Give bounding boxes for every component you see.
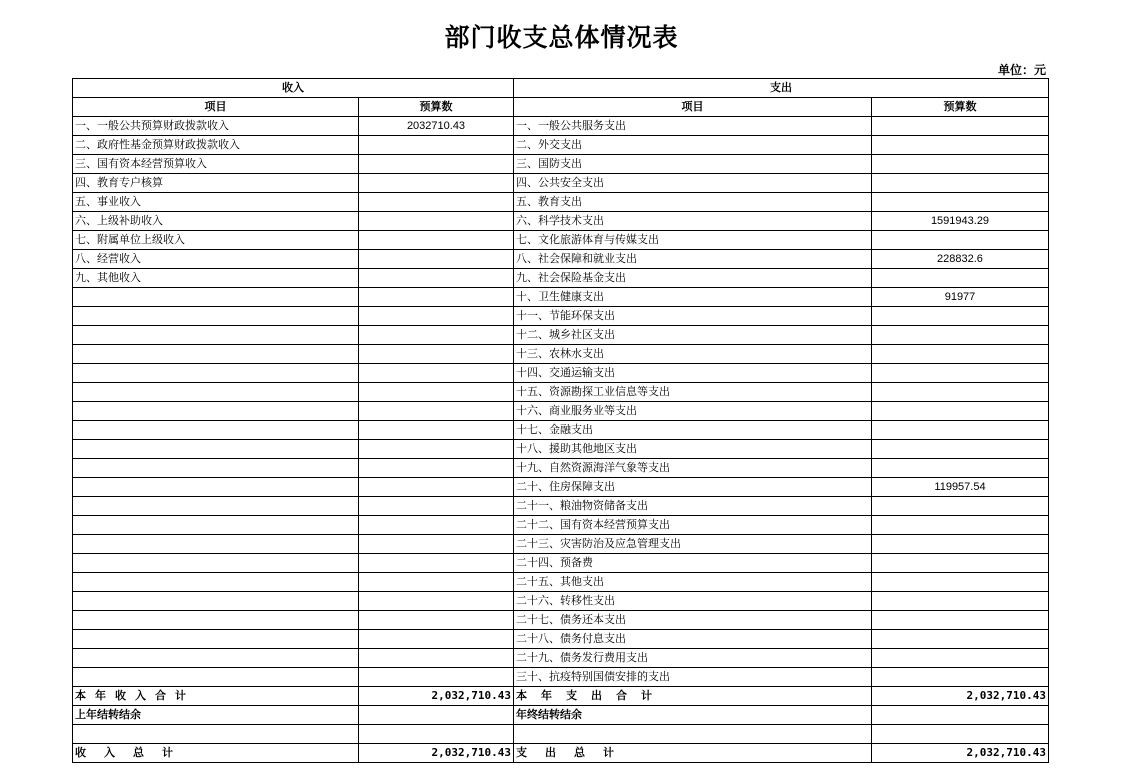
table-row: [73, 459, 1049, 478]
expense-item-cell: 二十六、转移性支出: [514, 592, 872, 611]
table-row: [73, 326, 1049, 345]
expense-item-cell: 二十一、粮油物资储备支出: [514, 497, 872, 516]
expense-amount-cell: [872, 554, 1049, 573]
income-amount-cell: [359, 668, 514, 687]
expense-item-cell: 十二、城乡社区支出: [514, 326, 872, 345]
table-row: [73, 421, 1049, 440]
year-income-amount: 2,032,710.43: [359, 687, 514, 706]
income-item-cell: 五、事业收入: [73, 193, 359, 212]
table-row: [73, 307, 1049, 326]
income-amount-cell: [359, 478, 514, 497]
expense-item-cell: 七、文化旅游体育与传媒支出: [514, 231, 872, 250]
expense-item-cell: 八、社会保障和就业支出: [514, 250, 872, 269]
income-amount-cell: [359, 516, 514, 535]
year-expense-amount: 2,032,710.43: [872, 687, 1049, 706]
table-row: [73, 155, 1049, 174]
income-amount-cell: [359, 630, 514, 649]
table-row: [73, 269, 1049, 288]
expense-item-cell: 六、科学技术支出: [514, 212, 872, 231]
expense-item-cell: 三十、抗疫特别国债安排的支出: [514, 668, 872, 687]
expense-amount-cell: 1591943.29: [872, 212, 1049, 231]
income-amount-cell: [359, 649, 514, 668]
table-row: [73, 611, 1049, 630]
expense-item-cell: 十三、农林水支出: [514, 345, 872, 364]
income-item-cell: 三、国有资本经营预算收入: [73, 155, 359, 174]
table-row: [73, 440, 1049, 459]
income-amount-cell: [359, 269, 514, 288]
income-item-cell: [73, 459, 359, 478]
expense-item-cell: 二十四、预备费: [514, 554, 872, 573]
table-row: [73, 478, 1049, 497]
expense-amount-cell: [872, 174, 1049, 193]
expense-amount-cell: 91977: [872, 288, 1049, 307]
table-row: [73, 497, 1049, 516]
table-row: [73, 516, 1049, 535]
income-item-cell: [73, 383, 359, 402]
expense-item-cell: 二、外交支出: [514, 136, 872, 155]
income-item-cell: 七、附属单位上级收入: [73, 231, 359, 250]
expense-amount-cell: [872, 269, 1049, 288]
expense-amount-cell: 119957.54: [872, 478, 1049, 497]
income-amount-cell: [359, 573, 514, 592]
income-amount-cell: [359, 611, 514, 630]
total-income-amount: 2,032,710.43: [359, 744, 514, 763]
year-end-amount: [872, 706, 1049, 725]
income-amount-cell: [359, 535, 514, 554]
expense-item-cell: 十四、交通运输支出: [514, 364, 872, 383]
income-item-cell: [73, 573, 359, 592]
expense-amount-cell: [872, 326, 1049, 345]
expense-amount-cell: [872, 497, 1049, 516]
income-item-cell: 八、经营收入: [73, 250, 359, 269]
income-amount-cell: [359, 383, 514, 402]
table-row: [73, 364, 1049, 383]
year-income-label: 本年收入合计: [73, 687, 359, 706]
carryover-row: [73, 706, 1049, 725]
expense-item-cell: 十八、援助其他地区支出: [514, 440, 872, 459]
expense-amount-cell: [872, 383, 1049, 402]
expense-item-cell: 二十七、债务还本支出: [514, 611, 872, 630]
expense-item-cell: 五、教育支出: [514, 193, 872, 212]
income-amount-cell: [359, 497, 514, 516]
expense-item-cell: 二十九、债务发行费用支出: [514, 649, 872, 668]
income-item-cell: [73, 307, 359, 326]
income-amount-cell: [359, 174, 514, 193]
table-body: [73, 117, 1049, 687]
income-item-cell: [73, 630, 359, 649]
income-item-cell: [73, 345, 359, 364]
expense-amount-cell: 228832.6: [872, 250, 1049, 269]
income-item-cell: [73, 497, 359, 516]
income-amount-cell: [359, 592, 514, 611]
income-amount-cell: [359, 326, 514, 345]
budget-table: [72, 78, 1049, 763]
income-item-cell: [73, 611, 359, 630]
table-row: [73, 383, 1049, 402]
income-section-header: 收入: [73, 79, 514, 98]
expense-amount-cell: [872, 307, 1049, 326]
expense-item-cell: 十六、商业服务业等支出: [514, 402, 872, 421]
table-row: [73, 573, 1049, 592]
income-amount-cell: [359, 250, 514, 269]
table-row: [73, 117, 1049, 136]
expense-amount-cell: [872, 364, 1049, 383]
expense-amount-cell: [872, 117, 1049, 136]
expense-item-cell: 三、国防支出: [514, 155, 872, 174]
income-item-cell: 一、一般公共预算财政拨款收入: [73, 117, 359, 136]
table-row: [73, 649, 1049, 668]
blank-row: [73, 725, 1049, 744]
income-item-cell: [73, 668, 359, 687]
carryover-amount: [359, 706, 514, 725]
expense-section-header: 支出: [514, 79, 1049, 98]
expense-amount-cell: [872, 440, 1049, 459]
income-item-cell: [73, 402, 359, 421]
section-header-row: [73, 79, 1049, 98]
expense-amount-cell: [872, 668, 1049, 687]
expense-amount-cell: [872, 611, 1049, 630]
table-row: [73, 136, 1049, 155]
expense-amount-cell: [872, 231, 1049, 250]
expense-amount-cell: [872, 155, 1049, 174]
income-item-cell: [73, 421, 359, 440]
income-item-cell: [73, 516, 359, 535]
expense-item-cell: 十七、金融支出: [514, 421, 872, 440]
income-item-cell: 六、上级补助收入: [73, 212, 359, 231]
expense-amount-cell: [872, 592, 1049, 611]
income-amount-cell: [359, 288, 514, 307]
year-total-row: [73, 687, 1049, 706]
table-row: [73, 554, 1049, 573]
table-row: [73, 212, 1049, 231]
table-row: [73, 402, 1049, 421]
table-row: [73, 592, 1049, 611]
table-row: [73, 250, 1049, 269]
expense-item-cell: 十一、节能环保支出: [514, 307, 872, 326]
expense-item-cell: 一、一般公共服务支出: [514, 117, 872, 136]
income-amount-cell: [359, 136, 514, 155]
expense-amount-cell: [872, 136, 1049, 155]
table-row: [73, 535, 1049, 554]
expense-budget-header: 预算数: [872, 98, 1049, 117]
income-item-cell: 二、政府性基金预算财政拨款收入: [73, 136, 359, 155]
unit-label: 单位：元: [997, 63, 1046, 77]
carryover-label: 上年结转结余: [73, 706, 359, 725]
expense-amount-cell: [872, 193, 1049, 212]
income-item-cell: [73, 535, 359, 554]
expense-item-cell: 二十八、债务付息支出: [514, 630, 872, 649]
expense-amount-cell: [872, 345, 1049, 364]
expense-amount-cell: [872, 535, 1049, 554]
income-item-cell: [73, 326, 359, 345]
total-expense-amount: 2,032,710.43: [872, 744, 1049, 763]
expense-item-cell: 二十五、其他支出: [514, 573, 872, 592]
income-item-cell: [73, 478, 359, 497]
table-row: [73, 174, 1049, 193]
expense-amount-cell: [872, 516, 1049, 535]
table-row: [73, 193, 1049, 212]
income-amount-cell: [359, 364, 514, 383]
income-amount-cell: 2032710.43: [359, 117, 514, 136]
expense-item-header: 项目: [514, 98, 872, 117]
income-item-cell: 九、其他收入: [73, 269, 359, 288]
expense-item-cell: 二十、住房保障支出: [514, 478, 872, 497]
income-item-cell: [73, 288, 359, 307]
expense-amount-cell: [872, 630, 1049, 649]
column-header-row: [73, 98, 1049, 117]
income-amount-cell: [359, 459, 514, 478]
expense-amount-cell: [872, 421, 1049, 440]
income-item-header: 项目: [73, 98, 359, 117]
year-end-label: 年终结转结余: [514, 706, 872, 725]
income-amount-cell: [359, 440, 514, 459]
expense-amount-cell: [872, 649, 1049, 668]
income-item-cell: [73, 364, 359, 383]
income-amount-cell: [359, 402, 514, 421]
income-amount-cell: [359, 421, 514, 440]
total-expense-label: 支出总计: [514, 744, 872, 763]
table-row: [73, 288, 1049, 307]
table-row: [73, 345, 1049, 364]
income-amount-cell: [359, 231, 514, 250]
expense-item-cell: 十、卫生健康支出: [514, 288, 872, 307]
income-item-cell: [73, 649, 359, 668]
table-row: [73, 231, 1049, 250]
income-amount-cell: [359, 554, 514, 573]
expense-amount-cell: [872, 402, 1049, 421]
year-expense-label: 本年支出合计: [514, 687, 872, 706]
table-row: [73, 630, 1049, 649]
grand-total-row: [73, 744, 1049, 763]
expense-amount-cell: [872, 573, 1049, 592]
table-row: [73, 668, 1049, 687]
income-item-cell: [73, 592, 359, 611]
income-item-cell: [73, 440, 359, 459]
total-income-label: 收入总计: [73, 744, 359, 763]
income-amount-cell: [359, 193, 514, 212]
expense-item-cell: 十九、自然资源海洋气象等支出: [514, 459, 872, 478]
income-amount-cell: [359, 212, 514, 231]
expense-item-cell: 十五、资源勘探工业信息等支出: [514, 383, 872, 402]
income-item-cell: 四、教育专户核算: [73, 174, 359, 193]
expense-item-cell: 二十二、国有资本经营预算支出: [514, 516, 872, 535]
expense-amount-cell: [872, 459, 1049, 478]
expense-item-cell: 九、社会保险基金支出: [514, 269, 872, 288]
income-budget-header: 预算数: [359, 98, 514, 117]
income-amount-cell: [359, 345, 514, 364]
income-amount-cell: [359, 155, 514, 174]
income-amount-cell: [359, 307, 514, 326]
expense-item-cell: 四、公共安全支出: [514, 174, 872, 193]
expense-item-cell: 二十三、灾害防治及应急管理支出: [514, 535, 872, 554]
page-title: 部门收支总体情况表: [444, 23, 679, 52]
income-item-cell: [73, 554, 359, 573]
